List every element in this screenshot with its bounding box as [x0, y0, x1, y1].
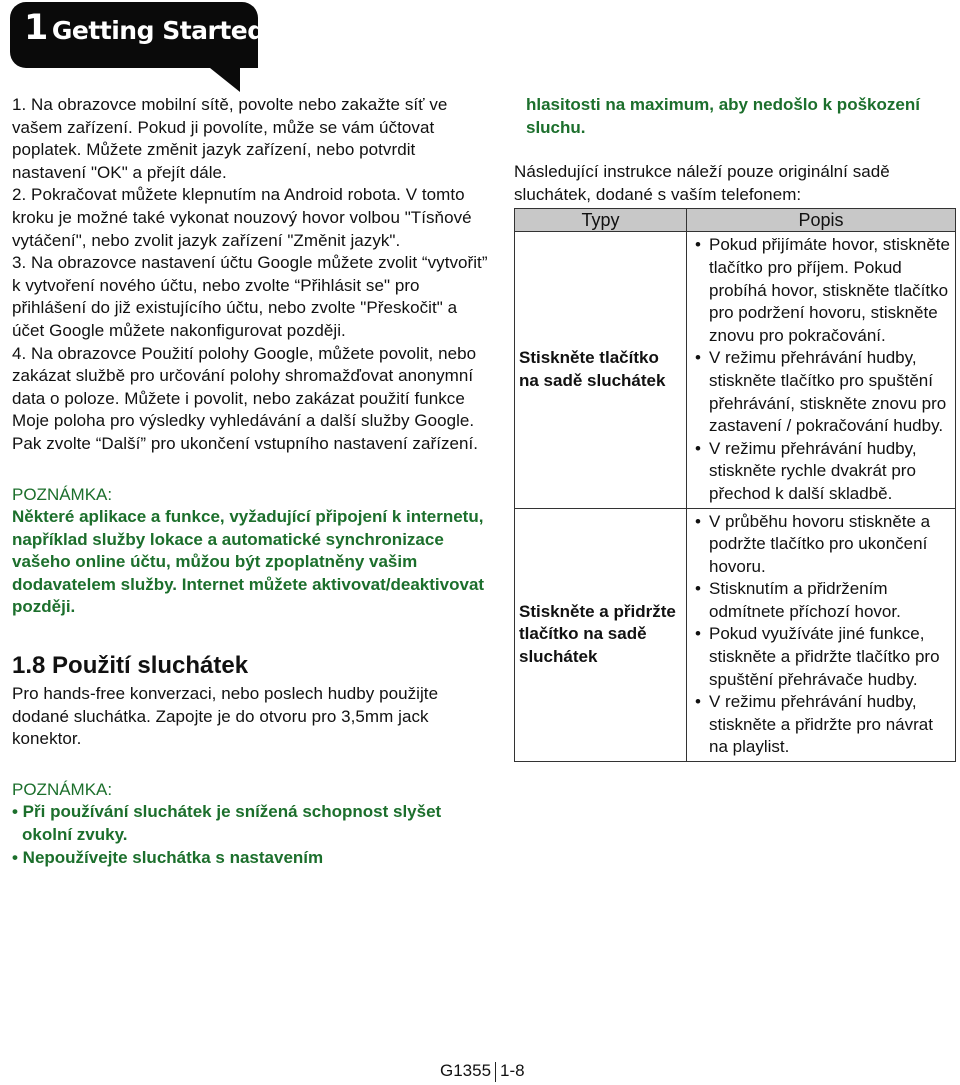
description-text: Stisknutím a přidržením odmítnete příchozí hovor. [709, 579, 901, 621]
description-text: Pokud využíváte jiné funkce, stiskněte a přidržte tlačítko pro spuštění přehrávače hudby. [709, 624, 940, 689]
note-label: POZNÁMKA: [12, 484, 113, 504]
description-cell [687, 508, 956, 762]
chapter-title [24, 8, 265, 48]
chapter-title-text: Getting Started [51, 16, 265, 45]
table-header-row [515, 209, 956, 232]
bullet: • [695, 624, 701, 644]
right-column [514, 94, 956, 762]
description-item [691, 623, 951, 691]
step-2: 2. Pokračovat můžete klepnutím na Android robota. V tomto kroku je možné také vykonat nouzový hovor volbou "Tísňové vytáčení", nebo zvolit jazyk zařízení "Změnit jazyk". [12, 185, 472, 250]
chapter-tab-tail [200, 60, 240, 92]
table-row [515, 508, 956, 762]
description-text: Pokud přijímáte hovor, stiskněte tlačítko pro příjem. Pokud probíhá hovor, stiskněte tlačítko pro podržení hovoru, stiskněte znovu pro pokračování. [709, 235, 950, 345]
continued-warning: hlasitosti na maximum, aby nedošlo k poškození sluchu. [526, 95, 920, 137]
description-text: V průběhu hovoru stiskněte a podržte tlačítko pro ukončení hovoru. [709, 511, 931, 576]
step-3: 3. Na obrazovce nastavení účtu Google můžete zvolit “vytvořit” k vytvoření nového účtu, nebo zvolte “Přihlásit se" pro přihlášení do již existujícího účtu, nebo zvolte "Přeskočit" a účet Google můžete nakonfigurovat později. [12, 253, 488, 340]
description-item [691, 691, 951, 759]
bullet: • [695, 579, 701, 599]
header-types: Typy [515, 209, 687, 232]
section-text: Pro hands-free konverzaci, nebo poslech hudby použijte dodané sluchátka. Zapojte je do otvoru pro 3,5mm jack konektor. [12, 684, 439, 749]
description-cell [687, 232, 956, 508]
description-text: V režimu přehrávání hudby, stiskněte rychle dvakrát pro přechod k další skladbě. [709, 438, 917, 503]
description-text: V režimu přehrávání hudby, stiskněte tlačítko pro spuštění přehrávání, stiskněte znovu pro zastavení / pokračování hudby. [709, 348, 947, 436]
bullet: • [695, 348, 701, 368]
note-bullet: • Při používání sluchátek je snížená schopnost slyšet okolní zvuky. [12, 802, 442, 845]
description-item [691, 234, 951, 347]
bullet: • [695, 692, 701, 712]
type-cell: Stiskněte a přidržte tlačítko na sadě sluchátek [515, 508, 687, 762]
bullet: • [695, 511, 701, 531]
note-bullet: • Nepoužívejte sluchátka s nastavením [12, 847, 324, 867]
model-number: G1355 [440, 1061, 492, 1080]
section-heading: 1.8 Použití sluchátek [12, 652, 249, 680]
bullet: • [695, 438, 701, 458]
left-column [12, 94, 492, 869]
type-cell: Stiskněte tlačítko na sadě sluchátek [515, 232, 687, 508]
headset-table [514, 208, 956, 762]
footer-divider [495, 1062, 496, 1082]
page-number: 1-8 [500, 1061, 525, 1080]
page-footer [440, 1061, 525, 1082]
step-4: 4. Na obrazovce Použití polohy Google, můžete povolit, nebo zakázat službě pro určování polohy shromažďovat anonymní data o poloze. Můžete i povolit, nebo zakázat použití funkce Moje poloha pro výsledky vyhledávání a další služby Google. Pak zvolte “Další” pro ukončení vstupního nastavení zařízení. [12, 343, 479, 453]
header-description: Popis [687, 209, 956, 232]
description-item [691, 438, 951, 506]
description-item [691, 511, 951, 579]
table-row [515, 232, 956, 508]
note-text: Některé aplikace a funkce, vyžadující připojení k internetu, například služby lokace a automatické synchronizace vašeho online účtu, můžou být zpoplatněny vašim dodavatelem služby. Internet můžete aktivovat/deaktivovat později. [12, 507, 485, 617]
bullet: • [695, 235, 701, 255]
note-label-2: POZNÁMKA: [12, 779, 113, 799]
chapter-tab [10, 2, 265, 68]
description-item [691, 347, 951, 437]
table-intro: Následující instrukce náleží pouze originální sadě sluchátek, dodané s vaším telefonem: [514, 162, 890, 204]
step-1: 1. Na obrazovce mobilní sítě, povolte nebo zakažte síť ve vašem zařízení. Pokud ji povolíte, může se vám účtovat poplatek. Můžete změnit jazyk zařízení, nebo potvrdit nastavení "OK" a přejít dále. [12, 95, 448, 182]
description-item [691, 578, 951, 623]
description-text: V režimu přehrávání hudby, stiskněte a přidržte pro návrat na playlist. [709, 692, 933, 757]
chapter-number: 1 [24, 8, 48, 48]
